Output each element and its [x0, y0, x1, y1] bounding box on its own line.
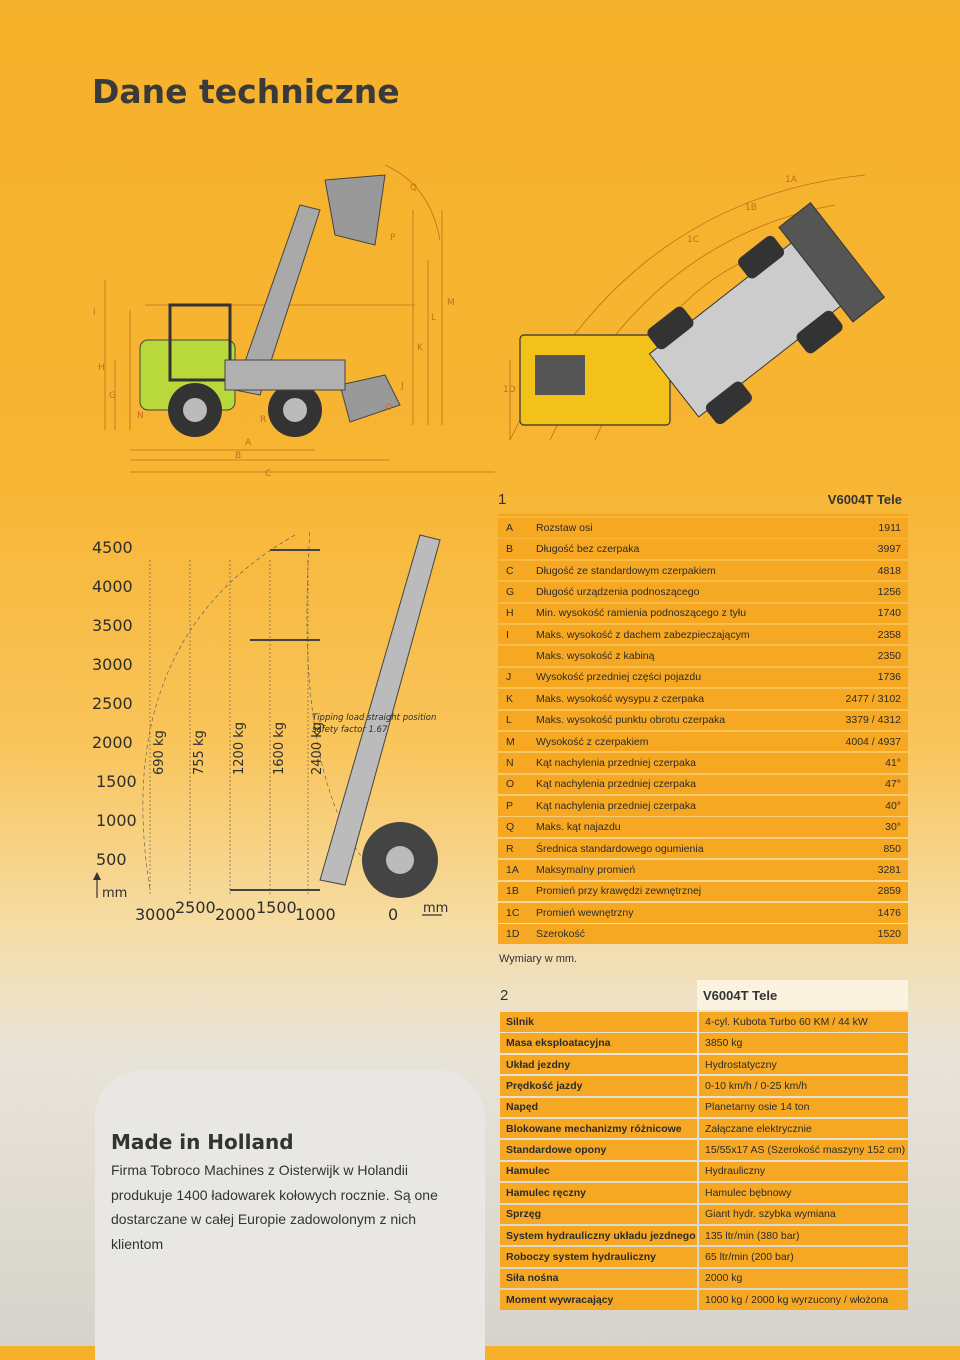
row-value: 1476: [877, 906, 901, 919]
row-code: G: [506, 585, 515, 598]
row-value: 41°: [885, 757, 901, 770]
table-row: [500, 1162, 908, 1182]
side-label: G: [109, 391, 116, 401]
table-row: [498, 775, 908, 795]
table-row: [500, 1269, 908, 1289]
row-code: 1D: [506, 928, 520, 941]
spec-value: 135 ltr/min (380 bar): [699, 1226, 908, 1246]
page-title: Dane techniczne: [92, 72, 400, 111]
units-note: Wymiary w mm.: [499, 953, 578, 965]
table-row: [498, 796, 908, 816]
x-tick: 2000: [215, 905, 256, 924]
spec-value: Hamulec bębnowy: [699, 1183, 908, 1203]
spec-value: 0-10 km/h / 0-25 km/h: [699, 1076, 908, 1096]
spec-label: Blokowane mechanizmy różnicowe: [500, 1119, 697, 1139]
y-tick: 2000: [92, 733, 133, 752]
dimensions-table-header: [498, 484, 908, 516]
spec-label: Siła nośna: [500, 1269, 697, 1289]
side-label: C: [265, 469, 272, 479]
dimensions-rows: [498, 518, 908, 944]
specs-table-header: [500, 980, 908, 1010]
row-description: Maks. wysokość wysypu z czerpaka: [536, 692, 705, 705]
side-label: N: [137, 411, 144, 421]
specs-rows: [500, 1012, 908, 1310]
side-label: L: [431, 313, 437, 323]
spec-value: Planetarny osie 14 ton: [699, 1098, 908, 1118]
row-description: Min. wysokość ramienia podnoszącego z tyłu: [536, 607, 747, 620]
spec-value: Załączane elektrycznie: [699, 1119, 908, 1139]
table-row: [500, 1290, 908, 1310]
row-description: Maksymalny promień: [536, 864, 636, 876]
side-label: P: [390, 233, 396, 243]
table-row: [498, 924, 908, 944]
load-label: 1200 kg: [232, 722, 247, 775]
x-axis: [135, 898, 448, 924]
table-row: [500, 1033, 908, 1053]
row-code: A: [506, 521, 514, 534]
table-row: [498, 839, 908, 859]
table-row: [498, 668, 908, 688]
row-value: 3997: [877, 543, 901, 556]
model-name: V6004T Tele: [827, 491, 902, 507]
top-view-drawing: [495, 160, 915, 450]
row-value: 3379 / 4312: [845, 714, 901, 727]
made-in-text: Firma Tobroco Machines z Oisterwijk w Holandii produkuje 1400 ładowarek kołowych rocznie. Są one dostarczane w całej Europie zadowolonym z nich klientom: [111, 1162, 438, 1252]
table-row: [500, 1226, 908, 1246]
table-row: [500, 1119, 908, 1139]
table-row: [498, 711, 908, 731]
row-code: Q: [506, 821, 515, 834]
table-row: [498, 539, 908, 559]
y-tick: 4000: [92, 577, 133, 596]
x-tick: 2500: [175, 898, 216, 917]
y-axis: [92, 538, 137, 901]
row-code: K: [506, 692, 514, 705]
row-code: 1B: [506, 885, 519, 898]
lift-capacity-chart: [70, 520, 470, 940]
side-view-drawing: [85, 160, 495, 490]
spec-label: Silnik: [500, 1012, 697, 1032]
row-code: O: [506, 778, 515, 791]
row-description: Kąt nachylenia przedniej czerpaka: [536, 778, 696, 791]
model-name: V6004T Tele: [697, 980, 908, 1010]
side-label: H: [98, 363, 105, 373]
row-description: Średnica standardowego ogumienia: [536, 842, 704, 855]
row-value: 2358: [877, 628, 901, 641]
spec-label: Układ jezdny: [500, 1055, 697, 1075]
row-value: 1736: [877, 671, 901, 684]
side-label: A: [245, 438, 252, 448]
table-row: [498, 903, 908, 923]
table-row: [498, 732, 908, 752]
side-label: M: [447, 298, 455, 308]
row-value: 1740: [877, 607, 901, 620]
row-description: Rozstaw osi: [536, 521, 593, 534]
row-code: I: [506, 628, 509, 641]
table-row: [500, 1205, 908, 1225]
spec-value: Hydrostatyczny: [699, 1055, 908, 1075]
row-description: Szerokość: [536, 928, 586, 941]
spec-value: Giant hydr. szybka wymiana: [699, 1205, 908, 1225]
row-description: Kąt nachylenia przedniej czerpaka: [536, 799, 696, 812]
spec-value: 15/55x17 AS (Szerokość maszyny 152 cm): [699, 1140, 908, 1160]
row-code: 1C: [506, 906, 520, 919]
made-in-heading: Made in Holland: [111, 1130, 294, 1154]
spec-value: 1000 kg / 2000 kg wyrzucony / włożona: [699, 1290, 908, 1310]
row-description: Promień przy krawędzi zewnętrznej: [536, 885, 702, 898]
table-row: [498, 582, 908, 602]
row-description: Maks. wysokość punktu obrotu czerpaka: [536, 714, 726, 727]
table-row: [498, 753, 908, 773]
table-row: [500, 1076, 908, 1096]
spec-value: 2000 kg: [699, 1269, 908, 1289]
table-row: [498, 646, 908, 666]
row-description: Promień wewnętrzny: [536, 906, 634, 919]
row-code: N: [506, 757, 514, 770]
row-value: 850: [883, 842, 901, 855]
x-tick: 0: [388, 905, 399, 924]
chart-note: safety factor 1.67: [312, 725, 388, 735]
table-row: [500, 1247, 908, 1267]
dimensions-table: [498, 484, 908, 946]
y-tick: 500: [96, 850, 127, 869]
side-label: Q: [410, 183, 418, 193]
table-row: [500, 1055, 908, 1075]
row-code: J: [506, 671, 512, 684]
row-description: Długość urządzenia podnoszącego: [536, 585, 700, 598]
table-number: 2: [500, 987, 509, 1004]
side-label: I: [93, 308, 96, 318]
side-label: B: [235, 451, 242, 461]
row-code: C: [506, 564, 514, 577]
row-description: Długość ze standardowym czerpakiem: [536, 564, 716, 577]
spec-label: Masa eksploatacyjna: [500, 1033, 697, 1053]
y-unit: mm: [102, 886, 128, 901]
load-label: 755 kg: [192, 730, 207, 775]
load-label: 690 kg: [152, 730, 167, 775]
y-tick: 3500: [92, 616, 133, 635]
row-code: L: [506, 714, 512, 727]
load-label: 1600 kg: [272, 722, 287, 775]
top-label: 1C: [687, 235, 700, 245]
y-tick: 1500: [96, 772, 137, 791]
side-label: R: [260, 415, 267, 425]
row-description: Maks. wysokość z dachem zabezpieczającym: [536, 628, 750, 641]
x-unit: mm: [423, 901, 449, 916]
table-row: [498, 860, 908, 880]
spec-label: System hydrauliczny układu jezdnego: [500, 1226, 697, 1246]
y-tick: 4500: [92, 538, 133, 557]
spec-label: Hamulec ręczny: [500, 1183, 697, 1203]
row-value: 3281: [877, 864, 901, 876]
row-value: 2477 / 3102: [845, 692, 901, 705]
spec-label: Hamulec: [500, 1162, 697, 1182]
y-tick: 1000: [96, 811, 137, 830]
side-label: K: [417, 343, 423, 353]
top-label: 1A: [785, 175, 797, 185]
spec-label: Moment wywracający: [500, 1290, 697, 1310]
table-number: 1: [498, 490, 507, 508]
row-value: 47°: [885, 778, 901, 791]
spec-label: Standardowe opony: [500, 1140, 697, 1160]
spec-value: 3850 kg: [699, 1033, 908, 1053]
row-description: Wysokość przedniej części pojazdu: [536, 671, 702, 684]
x-tick: 1500: [256, 898, 297, 917]
spec-value: 4-cyl. Kubota Turbo 60 KM / 44 kW: [699, 1012, 908, 1032]
table-row: [500, 1012, 908, 1032]
spec-value: 65 ltr/min (200 bar): [699, 1247, 908, 1267]
side-label: J: [401, 381, 404, 391]
specs-table: [500, 980, 908, 1311]
row-value: 4818: [877, 564, 901, 577]
table-row: [498, 817, 908, 837]
loader-side-illustration: [140, 175, 400, 437]
loader-top-illustration: [520, 203, 884, 433]
top-label: 1B: [745, 203, 757, 213]
row-code: M: [506, 735, 515, 748]
table-row: [498, 604, 908, 624]
row-description: Maks. kąt najazdu: [536, 821, 621, 834]
made-in-holland-box: [95, 1070, 485, 1360]
row-code: P: [506, 799, 514, 812]
table-row: [498, 561, 908, 581]
row-value: 1911: [878, 521, 901, 534]
spec-label: Prędkość jazdy: [500, 1076, 697, 1096]
side-label: O: [385, 403, 393, 413]
row-code: B: [506, 543, 514, 556]
table-row: [500, 1140, 908, 1160]
spec-label: Sprzęg: [500, 1205, 697, 1225]
chart-note: Tipping load straight position: [312, 713, 437, 723]
x-tick: 1000: [295, 905, 336, 924]
row-value: 1520: [877, 928, 901, 941]
row-description: Wysokość z czerpakiem: [536, 735, 649, 748]
row-value: 40°: [885, 799, 901, 812]
spec-label: Roboczy system hydrauliczny: [500, 1247, 697, 1267]
row-description: Kąt nachylenia przedniej czerpaka: [536, 757, 696, 770]
table-row: [498, 518, 908, 538]
row-value: 4004 / 4937: [845, 735, 901, 748]
x-tick: 3000: [135, 905, 176, 924]
table-row: [500, 1098, 908, 1118]
table-row: [498, 689, 908, 709]
y-tick: 2500: [92, 694, 133, 713]
table-row: [498, 882, 908, 902]
top-label: 1D: [503, 385, 516, 395]
row-description: Długość bez czerpaka: [536, 543, 640, 556]
table-row: [498, 625, 908, 645]
row-value: 2350: [877, 650, 901, 663]
y-tick: 3000: [92, 655, 133, 674]
spec-label: Napęd: [500, 1098, 697, 1118]
row-code: 1A: [506, 864, 519, 876]
table-row: [500, 1183, 908, 1203]
row-value: 2859: [877, 885, 901, 898]
row-value: 1256: [877, 585, 901, 598]
row-description: Maks. wysokość z kabiną: [536, 650, 655, 663]
spec-value: Hydrauliczny: [699, 1162, 908, 1182]
row-code: H: [506, 607, 514, 620]
load-label: 2400 kg: [310, 722, 325, 775]
row-code: R: [506, 842, 514, 855]
row-value: 30°: [885, 821, 901, 834]
